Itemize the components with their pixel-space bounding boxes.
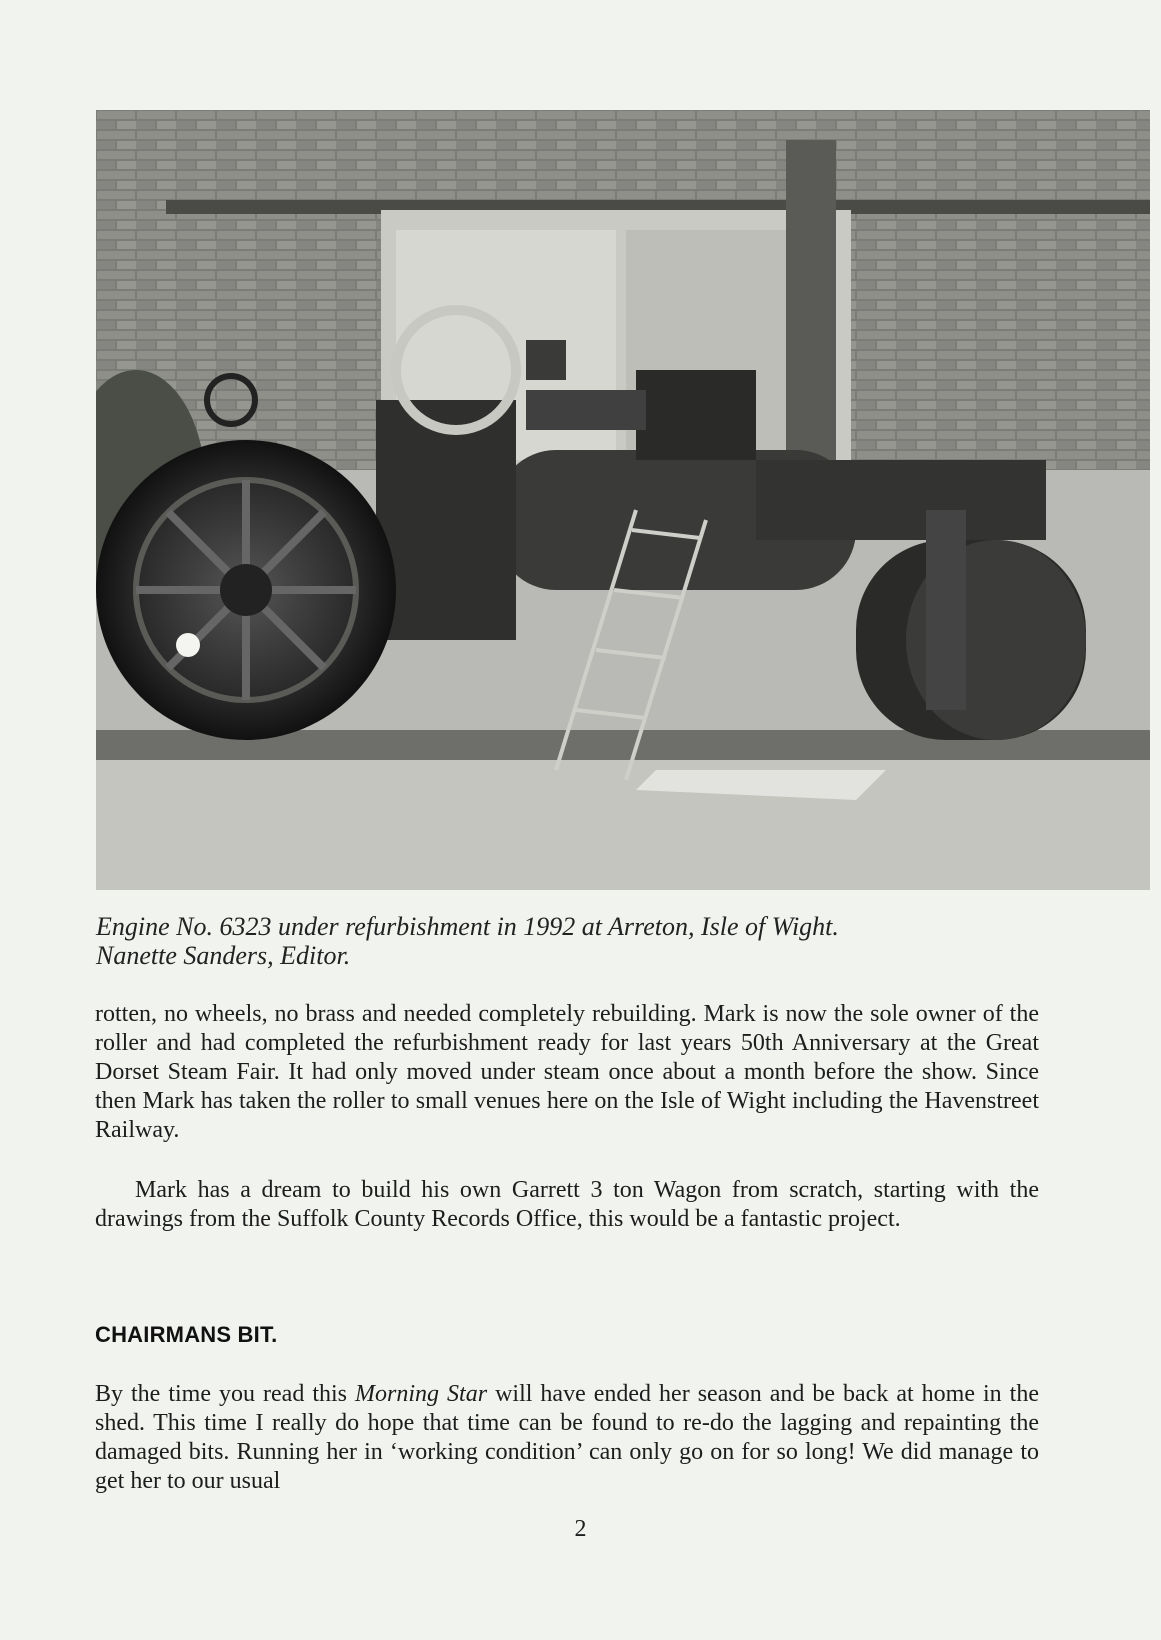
- caption-line-2: Nanette Sanders, Editor.: [96, 941, 351, 970]
- boat-name: Morning Star: [355, 1381, 488, 1407]
- article-paragraph-1: rotten, no wheels, no brass and needed completely rebuilding. Mark is now the sole owner of the roller and had completed the refurbishment ready for last years 50th Anniversary at the Great Dorset Steam Fair. It had only moved under steam once about a month before the show. Since then Mark has taken the roller to small venues here on the Isle of Wight including the Havenstreet Railway.: [95, 1001, 1039, 1143]
- section-heading: CHAIRMANS BIT.: [95, 1322, 278, 1347]
- chairman-paragraph: [95, 1380, 1039, 1496]
- photo-illustration: [96, 110, 1150, 890]
- article-paragraph-2: Mark has a dream to build his own Garrett 3 ton Wagon from scratch, starting with the drawings from the Suffolk County Records Office, this would be a fantastic project.: [95, 1177, 1039, 1232]
- chairman-text-start: By the time you read this: [95, 1381, 356, 1407]
- chairman-text-rest: will have ended her season and be back at home in the shed. This time I really do hope that time can be found to re-do the lagging and repainting the damaged bits. Running her in ‘working condition’ can only go on for so long! We did manage to get her to our usual: [95, 1381, 1040, 1494]
- page-number: 2: [574, 1516, 587, 1542]
- caption-line-1: Engine No. 6323 under refurbishment in 1992 at Arreton, Isle of Wight.: [96, 912, 839, 941]
- photo-caption: [96, 912, 1096, 970]
- steam-roller-photo: [96, 110, 1150, 890]
